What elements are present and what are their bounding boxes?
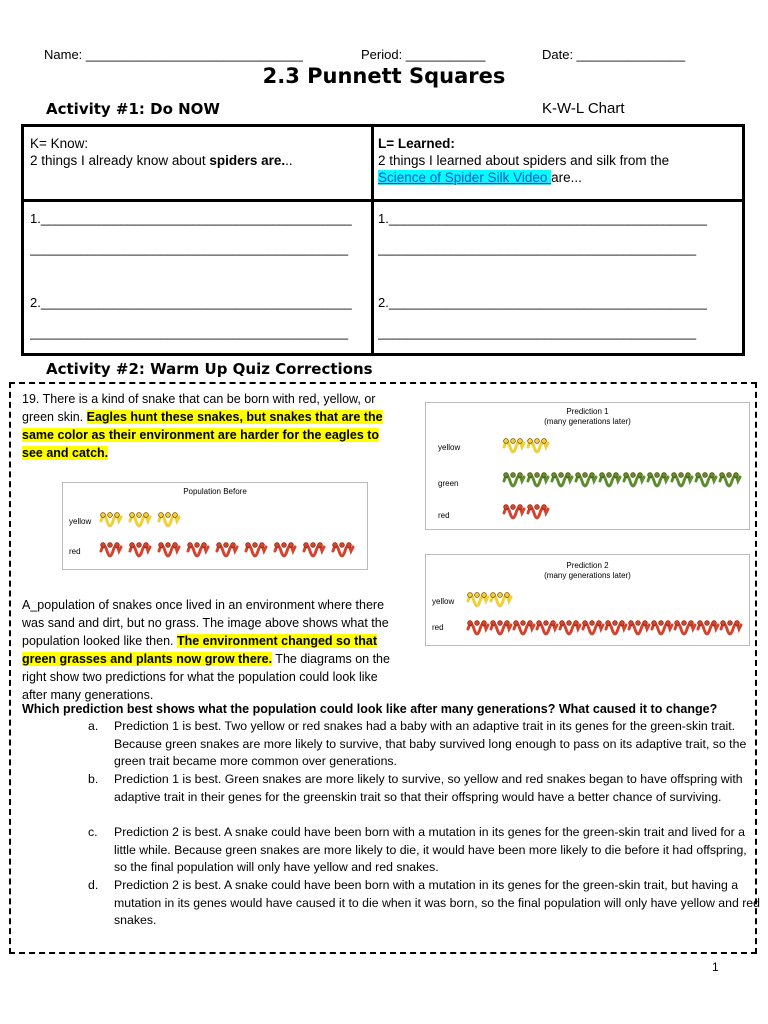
snake-icon (246, 543, 266, 556)
l-answer-2b[interactable]: ____________________________________________ (378, 325, 697, 340)
kwl-table (21, 124, 745, 356)
page-number: 1 (712, 960, 719, 974)
snake-icon (514, 621, 534, 634)
l-answer-2[interactable]: 2.____________________________________________ (378, 295, 707, 310)
snake-icons (99, 507, 367, 567)
l-cell: L= Learned: 2 things I learned about spiders and silk from the Science of Spider Silk Video are... (378, 135, 738, 186)
spider-silk-video-link[interactable]: Science of Spider Silk Video (378, 170, 552, 185)
k-title: K= Know: (30, 136, 89, 151)
snake-icon (698, 621, 718, 634)
row-label-red: red (438, 511, 450, 520)
k-answer-1b[interactable]: ____________________________________________ (30, 241, 349, 256)
snake-icon (468, 593, 488, 606)
snake-icon (101, 513, 121, 526)
figure-subtitle: (many generations later) (544, 417, 631, 426)
snake-icon (504, 473, 524, 486)
snake-icon (624, 473, 644, 486)
snake-icon (217, 543, 237, 556)
question-prompt: Which prediction best shows what the population could look like after many generations? What caused it to change? (22, 702, 718, 716)
row-label-green: green (438, 479, 459, 488)
row-label-yellow: yellow (69, 517, 92, 526)
snake-icon (672, 473, 692, 486)
snake-icon (652, 621, 672, 634)
figure-title: Prediction 1 (566, 407, 609, 416)
l-title: L= Learned: (378, 136, 455, 151)
figure-subtitle: (many generations later) (544, 571, 631, 580)
snake-icon (304, 543, 324, 556)
k-prompt: 2 things I already know about spiders are... (30, 153, 293, 168)
k-answer-2[interactable]: 2.___________________________________________ (30, 295, 352, 310)
period-field: Period: ___________ (361, 47, 486, 62)
snake-icon (468, 621, 488, 634)
snake-icon (721, 621, 741, 634)
snake-icon (720, 473, 740, 486)
question-scenario: A_population of snakes once lived in an environment where there was sand and dirt, but no grass. The image above shows what the population looked like then. The environment changed so that green grasses and plants now grow there. The diagrams on the right show two predictions for what the population could look like after many generations. (22, 598, 390, 702)
snake-icon (675, 621, 695, 634)
row-label-red: red (432, 623, 444, 632)
snake-icons (502, 433, 748, 529)
k-answer-2b[interactable]: ____________________________________________ (30, 325, 349, 340)
figure-population-before (62, 482, 368, 570)
snake-icon (600, 473, 620, 486)
figure-title: Prediction 2 (566, 561, 609, 570)
snake-icons (466, 587, 748, 643)
snake-icon (275, 543, 295, 556)
snake-icon (552, 473, 572, 486)
snake-icon (560, 621, 580, 634)
snake-icon (576, 473, 596, 486)
figure-prediction-1 (425, 402, 750, 530)
snake-icon (528, 473, 548, 486)
snake-icon (130, 513, 150, 526)
figure-prediction-2 (425, 554, 750, 646)
snake-icon (333, 543, 353, 556)
page-title: 2.3 Punnett Squares (262, 64, 506, 88)
snake-icon (528, 505, 548, 518)
l-answer-1b[interactable]: ____________________________________________ (378, 241, 697, 256)
k-cell (30, 135, 360, 169)
snake-icon (101, 543, 121, 556)
kwl-chart-label: K-W-L Chart (542, 100, 625, 117)
l-prompt: 2 things I learned about spiders and silk from the (378, 153, 670, 168)
figure-title: Population Before (183, 487, 247, 496)
snake-icon (537, 621, 557, 634)
date-field: Date: _______________ (542, 47, 686, 62)
snake-icon (504, 505, 524, 518)
question-intro: 19. There is a kind of snake that can be born with red, yellow, or green skin. Eagles hunt these snakes, but snakes that are the same color as their environment are harder for the eagles to see and catch. (22, 392, 383, 460)
row-label-red: red (69, 547, 81, 556)
l-answer-1[interactable]: 1.____________________________________________ (378, 211, 707, 226)
k-answer-1[interactable]: 1.___________________________________________ (30, 211, 352, 226)
snake-icon (188, 543, 208, 556)
snake-icon (159, 513, 179, 526)
snake-icon (629, 621, 649, 634)
snake-icon (528, 439, 548, 452)
snake-icon (696, 473, 716, 486)
snake-icon (130, 543, 150, 556)
snake-icon (606, 621, 626, 634)
snake-icon (648, 473, 668, 486)
activity2-heading: Activity #2: Warm Up Quiz Corrections (46, 360, 373, 378)
snake-icon (583, 621, 603, 634)
snake-icon (491, 621, 511, 634)
snake-icon (491, 593, 511, 606)
snake-icon (504, 439, 524, 452)
snake-icon (159, 543, 179, 556)
name-field: Name: ______________________________ (44, 47, 303, 62)
activity1-heading: Activity #1: Do NOW (46, 100, 220, 118)
row-label-yellow: yellow (438, 443, 461, 452)
row-label-yellow: yellow (432, 597, 455, 606)
